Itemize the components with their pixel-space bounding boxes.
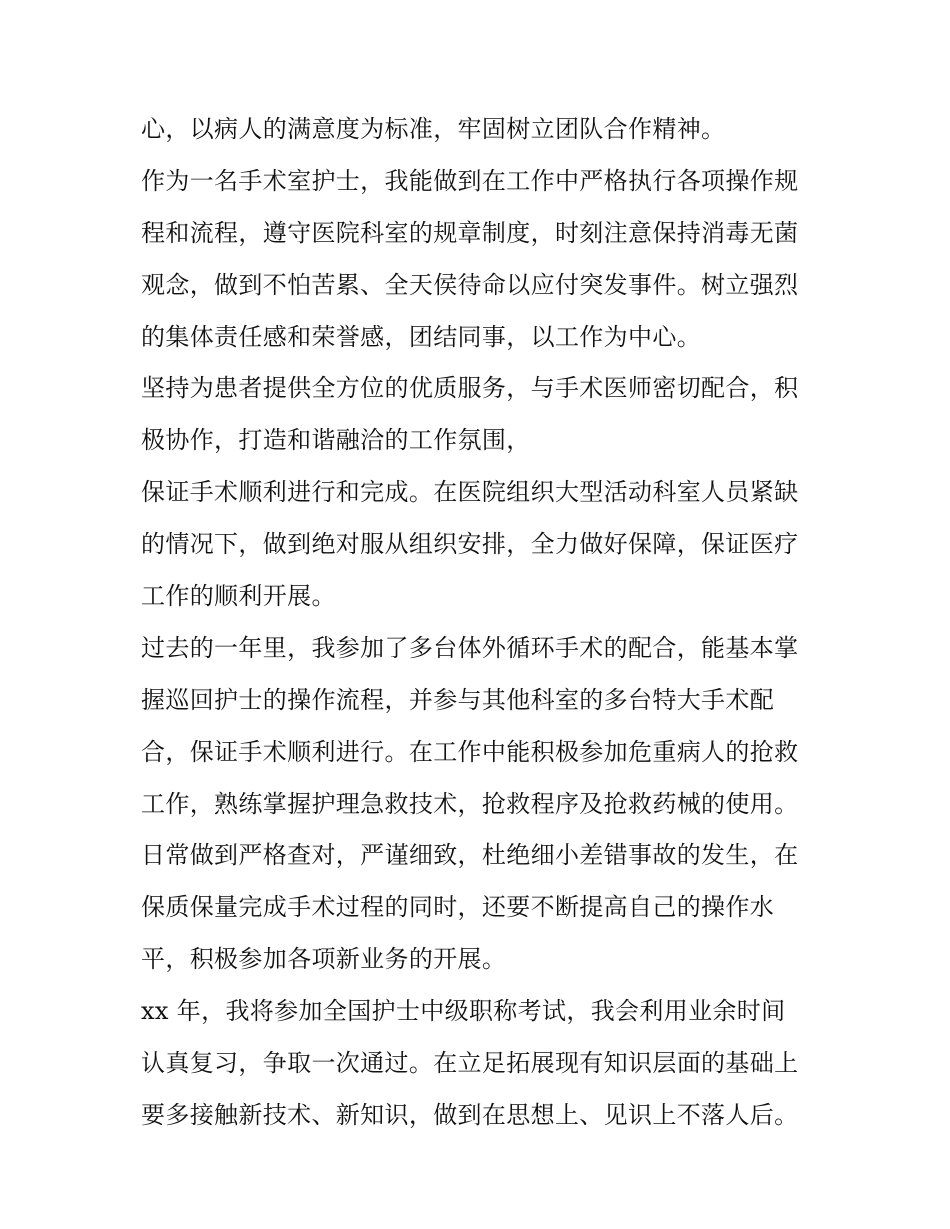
text-line: 要多接触新技术、新知识，做到在思想上、见识上不落人后。 (141, 1100, 799, 1129)
text-line: 极协作，打造和谐融洽的工作氛围， (141, 426, 531, 455)
text-line: 心，以病人的满意度为标准，牢固树立团队合作精神。 (141, 115, 726, 143)
text-line: 认真复习，争取一次通过。在立足拓展现有知识层面的基础上 (141, 1049, 799, 1078)
text-line: 保质保量完成手术过程的同时，还要不断提高自己的操作水 (141, 893, 775, 922)
text-line: 平，积极参加各项新业务的开展。 (141, 945, 507, 974)
text-line: 握巡回护士的操作流程，并参与其他科室的多台特大手术配 (141, 685, 775, 714)
text-line: 程和流程，遵守医院科室的规章制度，时刻注意保持消毒无菌 (141, 218, 799, 247)
text-line: 过去的一年里，我参加了多台体外循环手术的配合，能基本掌 (141, 633, 799, 662)
text-line: 工作的顺利开展。 (141, 582, 336, 611)
text-line: 日常做到严格查对，严谨细致，杜绝细小差错事故的发生，在 (141, 841, 799, 870)
text-line: 工作，熟练掌握护理急救技术，抢救程序及抢救药械的使用。 (141, 789, 799, 818)
text-line: 合，保证手术顺利进行。在工作中能积极参加危重病人的抢救 (141, 737, 799, 766)
text-line: 作为一名手术室护士，我能做到在工作中严格执行各项操作规 (141, 166, 799, 195)
text-line: 的情况下，做到绝对服从组织安排，全力做好保障，保证医疗 (141, 530, 799, 559)
text-line: 保证手术顺利进行和完成。在医院组织大型活动科室人员紧缺 (141, 478, 799, 507)
text-line: 的集体责任感和荣誉感，团结同事，以工作为中心。 (141, 322, 702, 351)
body-text (141, 104, 821, 1142)
text-line: 观念，做到不怕苦累、全天侯待命以应付突发事件。树立强烈 (141, 270, 799, 299)
text-line: 坚持为患者提供全方位的优质服务，与手术医师密切配合，积 (141, 374, 799, 403)
text-line: xx 年，我将参加全国护士中级职称考试，我会利用业余时间 (141, 997, 786, 1026)
